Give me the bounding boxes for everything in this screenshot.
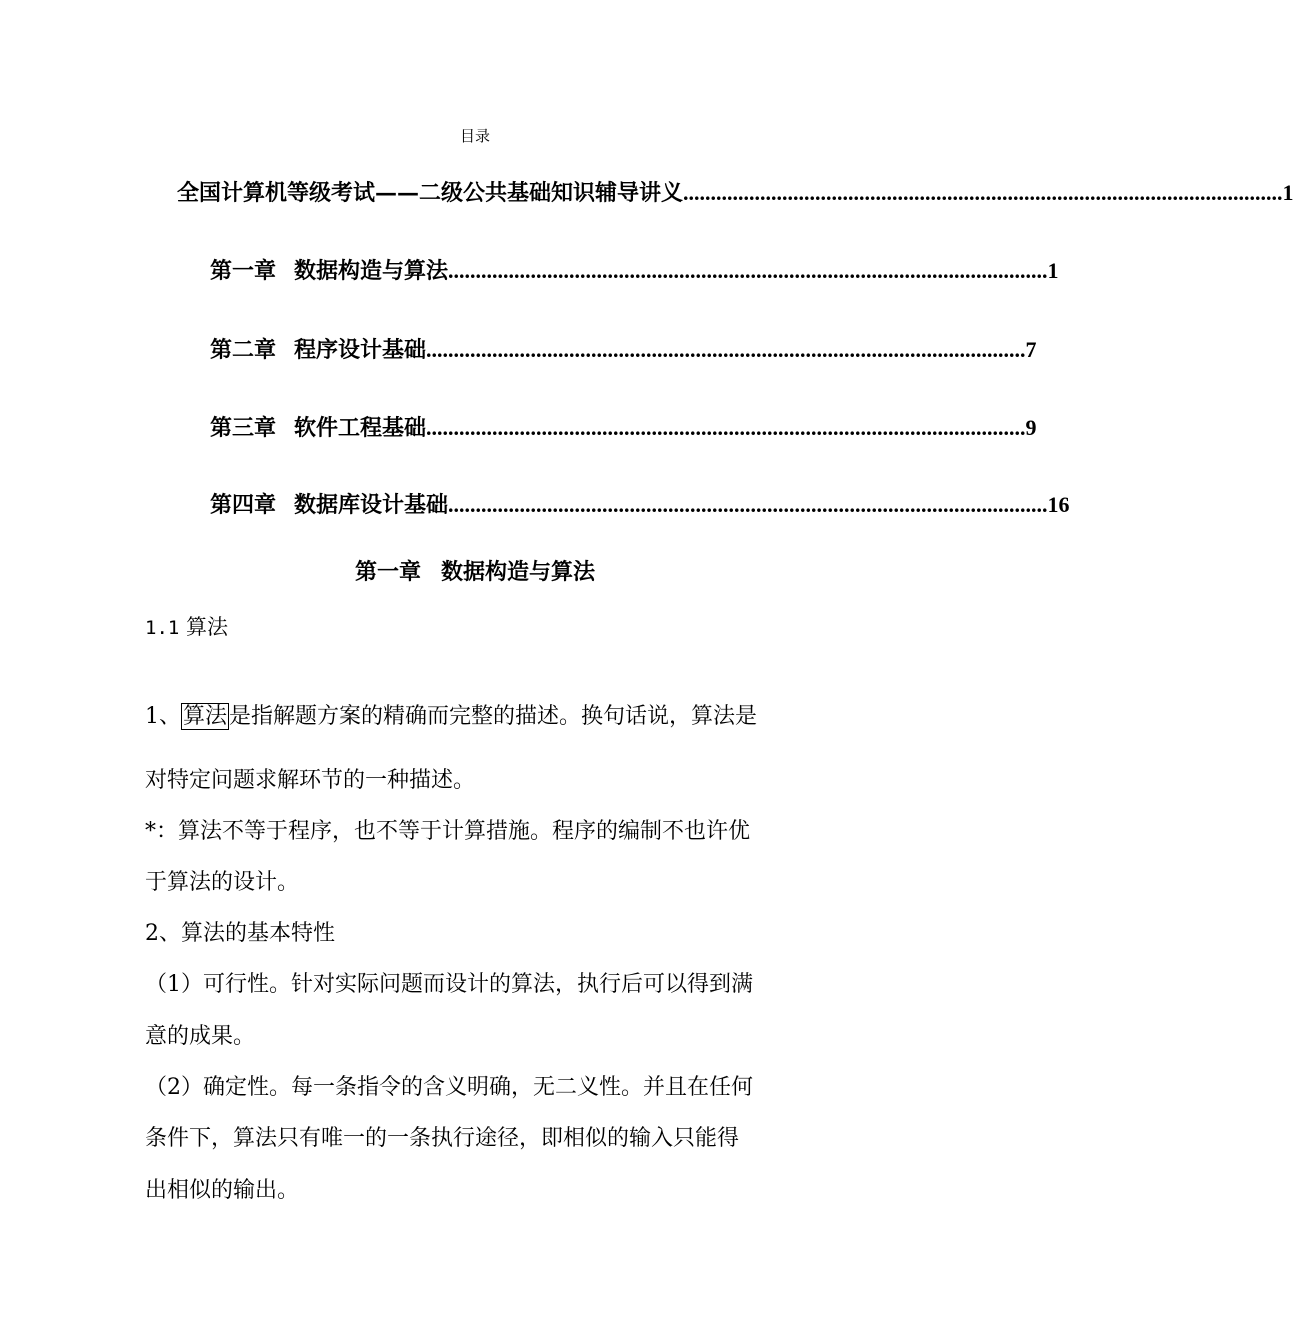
list-item-line: 条件下，算法只有唯一的一条执行途径，即相似的输入只能得 xyxy=(145,1126,740,1151)
note-line: 于算法的设计。 xyxy=(145,870,300,895)
highlighted-term: 算法 xyxy=(183,704,228,729)
note-line: *：算法不等于程序，也不等于计算措施。程序的编制不也许优 xyxy=(145,819,751,844)
toc-entry-chapter-2[interactable] xyxy=(210,335,1037,365)
toc-chapter-title: 程序设计基础 xyxy=(294,337,427,363)
chapter-number: 第一章 xyxy=(354,559,421,585)
toc-entry-label xyxy=(210,490,448,520)
toc-leader-dots: ............................................................................................................. xyxy=(683,180,1283,205)
toc-entry-chapter-1[interactable] xyxy=(210,256,1059,286)
toc-chapter-title: 数据构造与算法 xyxy=(294,258,449,284)
toc-entry-title[interactable] xyxy=(177,178,1294,208)
toc-leader-dots: ............................................................................................................. xyxy=(448,492,1048,517)
toc-entry-page: 16 xyxy=(1047,492,1070,517)
toc-entry-page: 7 xyxy=(1025,337,1037,362)
paragraph-line xyxy=(145,702,807,732)
chapter-title-text: 数据构造与算法 xyxy=(441,559,596,585)
toc-chapter-title: 软件工程基础 xyxy=(294,415,427,441)
toc-chapter-number: 第三章 xyxy=(210,415,277,441)
toc-chapter-title: 数据库设计基础 xyxy=(294,492,449,518)
toc-leader-dots: ............................................................................................................. xyxy=(426,415,1026,440)
paragraph-line: 2、算法的基本特性 xyxy=(145,921,335,946)
toc-entry-label: 全国计算机等级考试——二级公共基础知识辅导讲义 xyxy=(177,180,684,206)
toc-chapter-number: 第二章 xyxy=(210,337,277,363)
toc-entry-chapter-3[interactable] xyxy=(210,413,1037,443)
toc-entry-label xyxy=(210,335,426,365)
toc-entry-label xyxy=(210,413,426,443)
toc-entry-label xyxy=(210,256,448,286)
toc-chapter-number: 第四章 xyxy=(210,492,277,518)
section-number: 1.1 xyxy=(145,617,180,639)
toc-leader-dots: ............................................................................................................. xyxy=(426,337,1026,362)
chapter-heading xyxy=(0,557,950,587)
list-item-line: （1）可行性。针对实际问题而设计的算法，执行后可以得到满 xyxy=(145,972,753,997)
toc-leader-dots: ............................................................................................................. xyxy=(448,258,1048,283)
toc-entry-page: 1 xyxy=(1047,258,1059,283)
paragraph-line: 对特定问题求解环节的一种描述。 xyxy=(145,768,476,793)
paragraph-text: 是指解题方案的精确而完整的描述。换句话说，算法是 xyxy=(229,704,758,729)
section-heading xyxy=(145,612,228,643)
toc-chapter-number: 第一章 xyxy=(210,258,277,284)
toc-heading: 目录 xyxy=(459,127,490,145)
toc-entry-page: 9 xyxy=(1025,415,1037,440)
list-item-line: 意的成果。 xyxy=(145,1024,256,1049)
toc-entry-page: 1 xyxy=(1282,180,1294,205)
section-title: 算法 xyxy=(186,615,229,639)
list-item-line: （2）确定性。每一条指令的含义明确，无二义性。并且在任何 xyxy=(145,1075,753,1100)
list-marker: 1、 xyxy=(145,704,181,729)
list-item-line: 出相似的输出。 xyxy=(145,1178,300,1203)
toc-entry-chapter-4[interactable] xyxy=(210,490,1070,520)
